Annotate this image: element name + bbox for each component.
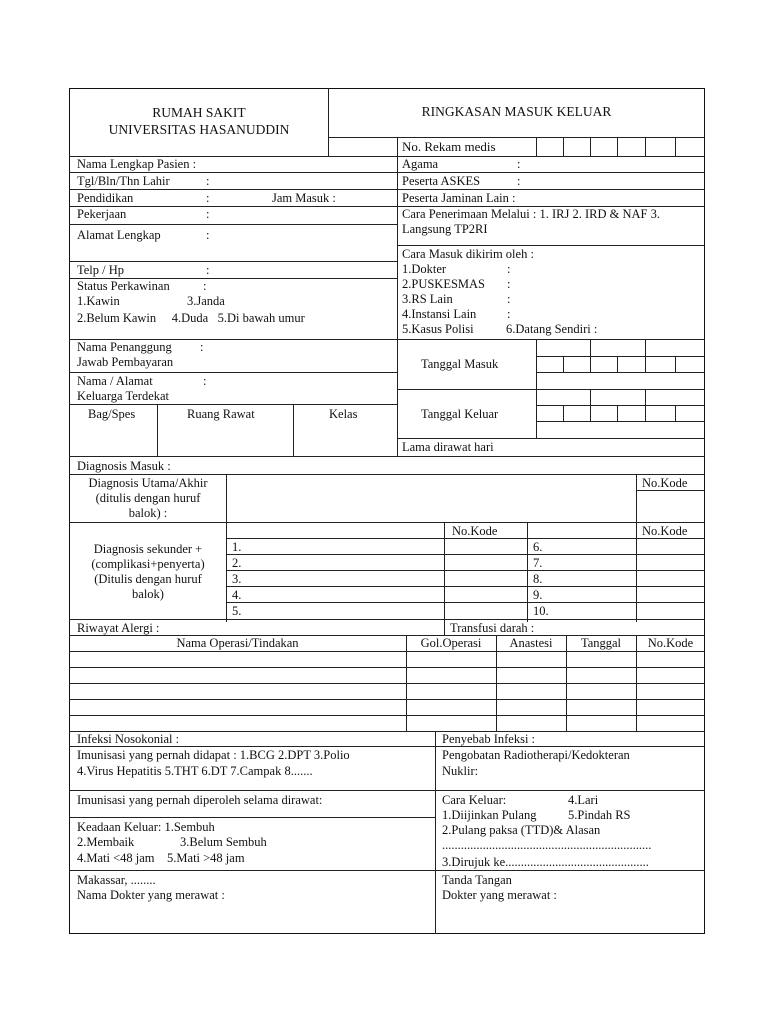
- infection-cause-label: Penyebab Infeksi :: [442, 732, 536, 746]
- main-diagnosis-line1: Diagnosis Utama/Akhir: [88, 476, 208, 490]
- secondary-code-header-left: No.Kode: [452, 524, 498, 538]
- marital-option-kawin: 1.Kawin: [77, 294, 120, 308]
- marital-options-line2: 2.Belum Kawin 4.Duda 5.Di bawah umur: [77, 311, 305, 325]
- footer-divider: [435, 731, 436, 934]
- operation-header-anesthesia: Anastesi: [509, 636, 553, 650]
- discharge-condition-death: 4.Mati <48 jam 5.Mati >48 jam: [77, 851, 245, 865]
- secondary-item: 5.: [232, 604, 242, 618]
- patient-name-label: Nama Lengkap Pasien :: [77, 157, 197, 171]
- guarantor-label-line1: Nama Penanggung: [77, 340, 172, 354]
- department-label: Bag/Spes: [88, 407, 136, 421]
- referral-self: 6.Datang Sendiri :: [506, 322, 598, 336]
- askes-label: Peserta ASKES: [402, 174, 481, 188]
- discharge-option-allowed: 1.Diijinkan Pulang: [442, 808, 537, 822]
- guarantor-label-line2: Jawab Pembayaran: [77, 355, 174, 369]
- secondary-diagnosis-line4: balok): [132, 587, 164, 601]
- immunization-line1: Imunisasi yang pernah didapat : 1.BCG 2.DPT 3.Polio: [77, 748, 350, 762]
- secondary-item: 4.: [232, 588, 242, 602]
- secondary-item: 8.: [533, 572, 543, 586]
- operation-header-code: No.Kode: [647, 636, 694, 650]
- relative-label-line1: Nama / Alamat: [77, 374, 153, 388]
- immunization-line2: 4.Virus Hepatitis 5.THT 6.DT 7.Campak 8.......: [77, 764, 313, 778]
- class-label: Kelas: [329, 407, 358, 421]
- header-divider: [328, 88, 329, 156]
- discharge-option-forced: 2.Pulang paksa (TTD)& Alasan: [442, 823, 601, 837]
- main-diagnosis-line2: (ditulis dengan huruf: [95, 491, 201, 505]
- nosocomial-infection-label: Infeksi Nosokonial :: [77, 732, 180, 746]
- allergy-label: Riwayat Alergi :: [77, 621, 160, 635]
- medical-record-form: RUMAH SAKIT UNIVERSITAS HASANUDDIN RINGKASAN MASUK KELUAR No. Rekam medis Nama Lengkap Pasien : Tgl/Bln/Thn Lahir : Pendidikan : Jam Masuk : Pekerjaan : Alamat Lengkap : Telp / Hp : Status Perkawinan : 1.Kawin 3.Janda 2.Belum Kawin 4.Duda 5.Di bawah umur Agama : Peserta ASKES : Peserta Jaminan Lain : Cara Penerimaan Melalui : 1. IRJ 2. IRD & NAF 3. Langsung TP2RI Cara Masuk dikirim oleh : 1.Dokter : 2.PUSKESMAS : 3.RS Lain : 4.Instansi Lain : 5.Kasus Polisi 6.Datang Sendiri : Nama Penanggung : Jawab Pembayaran Nama / Alamat : Keluarga Terdekat Bag/Spes Ruang Rawat Kelas Tanggal Masuk Tanggal Keluar Lama dirawat hari Diagnosis Masuk : Diagnosis Utama/Akhir (ditulis dengan huruf balok) : No.Kode No.Kode No.Kode Diagnosis sekunder + (complikasi+penyerta) (Ditulis dengan huruf balok) 1. 2. 3. 4. 5. 6. 7. 8. 9. 10. Riwayat Alergi : Transfusi darah : Nama Operasi/Tindakan Gol.Operasi Anastesi Tanggal No.Kode Infeksi Nosokonial : Penyebab Infeksi : Imunisasi yang pernah didapat : 1.BCG 2.DPT 3.Polio 4.Virus Hepatitis 5.THT 6.DT 7.Campak 8....... Pengobatan Radiotherapi/Kedokteran Nuklir: Imunisasi yang pernah diperoleh selama dirawat: Cara Keluar: 4.Lari 1.Diijinkan Pulang 5.Pindah RS 2.Pulang paksa (TTD)& Alasan ................................................................... 3.Dirujuk ke.............................................. Keadaan Keluar: 1.Sembuh 2.Membaik 3.Belum Sembuh 4.Mati <48 jam 5.Mati >48 jam Makassar, ........ Nama Dokter yang merawat : Tanda Tangan Dokter yang merawat :: [0, 0, 768, 1024]
- form-title: RINGKASAN MASUK KELUAR: [421, 104, 612, 119]
- occupation-label: Pekerjaan: [77, 207, 127, 221]
- admission-method-line2: Langsung TP2RI: [402, 222, 488, 236]
- rekam-medis-label: No. Rekam medis: [402, 139, 496, 154]
- secondary-item: 6.: [533, 540, 543, 554]
- ward-label: Ruang Rawat: [187, 407, 255, 421]
- education-label: Pendidikan: [77, 191, 134, 205]
- referral-doctor: 1.Dokter: [402, 262, 447, 276]
- admission-date-label: Tanggal Masuk: [421, 357, 499, 371]
- discharge-date-label: Tanggal Keluar: [421, 407, 499, 421]
- address-label: Alamat Lengkap: [77, 228, 161, 242]
- secondary-item: 9.: [533, 588, 543, 602]
- discharge-option-transfer: 5.Pindah RS: [568, 808, 631, 822]
- referral-other-hospital: 3.RS Lain: [402, 292, 453, 306]
- admission-method-line1: Cara Penerimaan Melalui : 1. IRJ 2. IRD & NAF 3.: [402, 207, 660, 221]
- marital-option-janda: 3.Janda: [187, 294, 225, 308]
- referral-institution: 4.Instansi Lain: [402, 307, 477, 321]
- referred-by-label: Cara Masuk dikirim oleh :: [402, 247, 534, 261]
- discharge-method-label: Cara Keluar:: [442, 793, 507, 807]
- secondary-diagnosis-line2: (complikasi+penyerta): [91, 557, 205, 571]
- secondary-item: 2.: [232, 556, 242, 570]
- hospital-name-line2: UNIVERSITAS HASANUDDIN: [108, 122, 290, 137]
- referral-puskesmas: 2.PUSKESMAS: [402, 277, 486, 291]
- admission-time-label: Jam Masuk :: [272, 191, 336, 205]
- discharge-option-run: 4.Lari: [568, 793, 599, 807]
- operation-header-name: Nama Operasi/Tindakan: [176, 636, 299, 650]
- secondary-item: 3.: [232, 572, 242, 586]
- main-diagnosis-line3: balok) :: [128, 506, 168, 520]
- secondary-item: 7.: [533, 556, 543, 570]
- transfusion-label: Transfusi darah :: [450, 621, 535, 635]
- other-insurance-label: Peserta Jaminan Lain :: [402, 191, 516, 205]
- discharge-condition-not-recovered: 3.Belum Sembuh: [180, 835, 267, 849]
- dob-label: Tgl/Bln/Thn Lahir: [77, 174, 170, 188]
- secondary-item: 10.: [533, 604, 549, 618]
- discharge-option-referred: 3.Dirujuk ke..............................................: [442, 855, 649, 869]
- discharge-reason-dots: ...................................................................: [442, 838, 652, 852]
- referral-police: 5.Kasus Polisi: [402, 322, 474, 336]
- discharge-condition-improved: 2.Membaik: [77, 835, 135, 849]
- secondary-item: 1.: [232, 540, 242, 554]
- immunization-during-stay-label: Imunisasi yang pernah diperoleh selama dirawat:: [77, 793, 323, 807]
- relative-label-line2: Keluarga Terdekat: [77, 389, 170, 403]
- radiotherapy-line1: Pengobatan Radiotherapi/Kedokteran: [442, 748, 630, 762]
- signature-doctor-label: Dokter yang merawat :: [442, 888, 557, 902]
- signature-label: Tanda Tangan: [442, 873, 512, 887]
- attending-doctor-label: Nama Dokter yang merawat :: [77, 888, 225, 902]
- main-column-divider: [397, 156, 398, 456]
- phone-label: Telp / Hp: [77, 263, 125, 277]
- admission-diagnosis-label: Diagnosis Masuk :: [77, 459, 171, 473]
- operation-header-class: Gol.Operasi: [420, 636, 482, 650]
- marital-status-label: Status Perkawinan: [77, 279, 170, 293]
- city-date-label: Makassar, ........: [77, 873, 156, 887]
- secondary-code-header-right: No.Kode: [642, 524, 688, 538]
- operation-header-date: Tanggal: [580, 636, 622, 650]
- length-of-stay-label: Lama dirawat hari: [402, 440, 494, 454]
- secondary-diagnosis-line3: (Ditulis dengan huruf: [94, 572, 202, 586]
- secondary-diagnosis-line1: Diagnosis sekunder +: [93, 542, 203, 556]
- radiotherapy-line2: Nuklir:: [442, 764, 479, 778]
- religion-label: Agama: [402, 157, 439, 171]
- main-code-header: No.Kode: [642, 476, 688, 490]
- discharge-condition-line1: Keadaan Keluar: 1.Sembuh: [77, 820, 215, 834]
- hospital-name-line1: RUMAH SAKIT: [152, 105, 246, 120]
